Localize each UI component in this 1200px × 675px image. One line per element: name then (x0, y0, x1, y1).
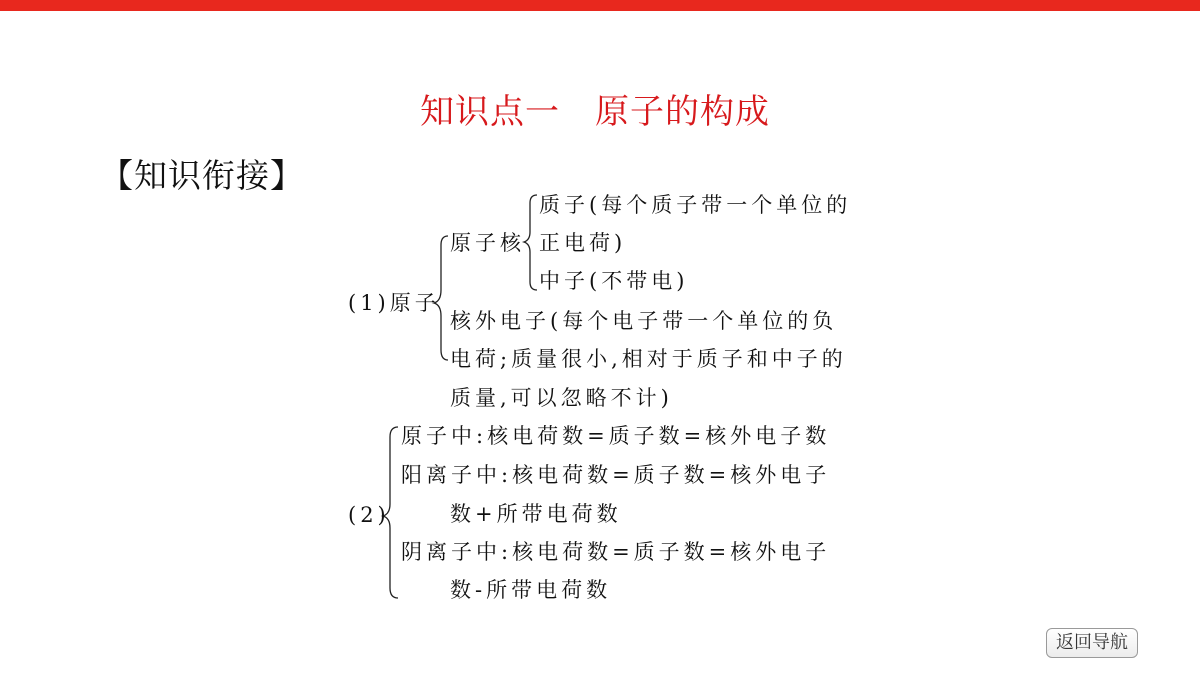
electron-text-line2: 电荷;质量很小,相对于质子和中子的 (450, 347, 847, 371)
top-accent-bar (0, 0, 1200, 11)
cation-rule-line2: 数+所带电荷数 (450, 502, 622, 526)
anion-rule-line1: 阴离子中:核电荷数=质子数=核外电子 (401, 540, 831, 564)
cation-rule-line1: 阳离子中:核电荷数=质子数=核外电子 (401, 463, 831, 487)
section-label: 【知识衔接】 (100, 156, 304, 195)
nucleus-label: 原子核 (450, 231, 525, 255)
part2-label: (2) (348, 503, 390, 527)
return-navigation-button[interactable]: 返回导航 (1046, 628, 1138, 658)
anion-rule-line2: 数-所带电荷数 (450, 578, 612, 602)
electron-text-line1: 核外电子(每个电子带一个单位的负 (450, 309, 838, 333)
page-title: 知识点一 原子的构成 (420, 92, 770, 132)
neutron-text: 中子(不带电) (539, 269, 689, 293)
proton-text-line1: 质子(每个质子带一个单位的 (539, 193, 852, 217)
atom-rule: 原子中:核电荷数=质子数=核外电子数 (401, 424, 831, 448)
nucleus-brace (524, 195, 537, 290)
proton-text-line2: 正电荷) (539, 231, 627, 255)
part1-label: (1)原子 (348, 291, 440, 315)
electron-text-line3: 质量,可以忽略不计) (450, 386, 673, 410)
